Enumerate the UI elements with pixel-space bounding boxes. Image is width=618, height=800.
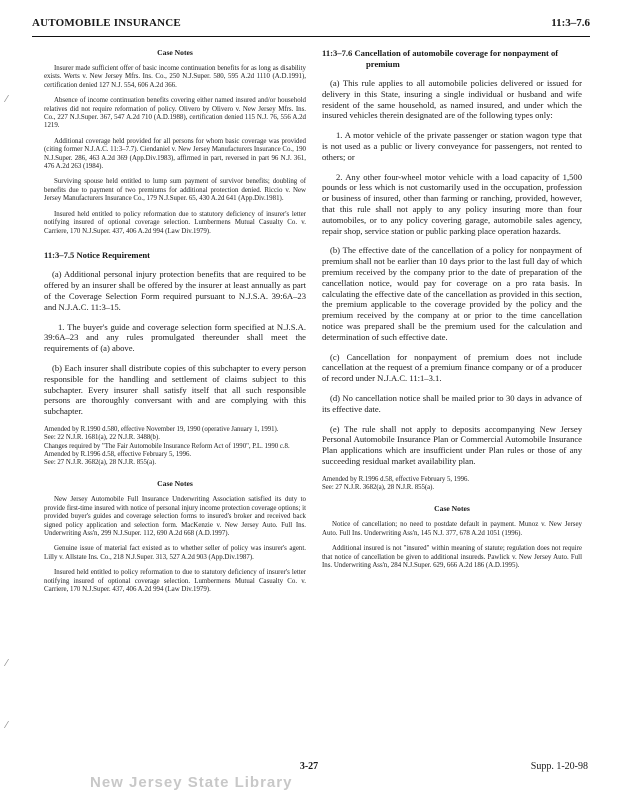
- library-watermark: New Jersey State Library: [90, 774, 293, 791]
- section-history: [44, 426, 306, 467]
- history-line: Changes required by "The Fair Automobile Insurance Reform Act of 1990", P.L. 1990 c.8.: [44, 442, 290, 450]
- case-note: Surviving spouse held entitled to lump sum payment of survivor benefits; doubling of benefits due to payment of two premiums for additional protection denied. Riccio v. New Jersey Manufacturers Insurance Co., 179 N.J.Super. 65, 430 A.2d 641 (App.Div.1981).: [44, 178, 306, 203]
- section-history: [322, 476, 582, 493]
- margin-check-mark: ⁄: [6, 720, 8, 731]
- header-section-number: 11:3–7.6: [551, 17, 590, 29]
- left-column: [44, 48, 306, 602]
- section-paragraph: (e) The rule shall not apply to deposits accompanying New Jersey Personal Automobile Insurance Plan or Commercial Automobile Insurance Plan applications which are insufficient under Plan rules or those of any succeeding residual market availability plan.: [322, 423, 582, 466]
- section-paragraph: (b) Each insurer shall distribute copies of this subchapter to every person responsible for the handling and settlement of claims subject to this subchapter. Every insurer shall satisfy itself that all such responsible persons are thoroughly conversant with and are complying with this subchapter.: [44, 362, 306, 417]
- case-note: New Jersey Automobile Full Insurance Underwriting Association satisfied its duty to provide first-time insured with notice of personal injury income protection coverage options; it provided buyer's guides and coverage selection forms to insured's broker and received back signed policy application and selection form. MacKenzie v. New Jersey Auto. Full Ins. Underwriting Ass'n, 299 N.J.Super. 112, 690 A.2d 668 (A.D.1997).: [44, 496, 306, 538]
- section-heading-7-5: 11:3–7.5 Notice Requirement: [44, 249, 151, 260]
- history-line: See: 27 N.J.R. 3682(a), 28 N.J.R. 855(a).: [44, 459, 157, 467]
- history-line: See: 27 N.J.R. 3682(a), 28 N.J.R. 855(a).: [322, 484, 435, 491]
- history-line: See: 22 N.J.R. 1681(a), 22 N.J.R. 3488(b).: [44, 434, 160, 442]
- history-line: Amended by R.1996 d.58, effective February 5, 1996.: [322, 475, 470, 483]
- history-line: Amended by R.1996 d.58, effective February 5, 1996.: [44, 450, 192, 458]
- case-note: Additional insured is not "insured" within meaning of statute; regulation does not require that notice of cancellation be given to additional insureds. Pawlick v. New Jersey Auto. Full Ins. Underwriting Ass'n, 284 N.J.Super. 629, 666 A.2d 186 (A.D.1995).: [322, 545, 582, 569]
- margin-check-mark: ⁄: [6, 658, 8, 669]
- section-paragraph: 1. A motor vehicle of the private passenger or station wagon type that is not used as a public or livery conveyance for passengers, not rented to others; or: [322, 130, 582, 162]
- page-number: 3-27: [299, 761, 319, 772]
- case-note: Additional coverage held provided for all persons for whom basic coverage was provided (citing former N.J.A.C. 11:3–7.7). Ciendaniel v. New Jersey Manufacturers Insurance Co., 190 N.J.Super. 286, 463 A.2d 369 (App.Div.1983), affirmed in part, reversed in part 96 N.J. 361, 476 A.2d 263 (1984).: [44, 137, 306, 171]
- section-paragraph: (c) Cancellation for nonpayment of premium does not include cancellation at the request of a premium finance company or of a producer of record under N.J.A.C. 11:1–3.1.: [322, 351, 582, 384]
- case-note: Insurer made sufficient offer of basic income continuation benefits for as long as disability exists. Werts v. New Jersey Mfrs. Ins. Co., 250 N.J.Super. 580, 595 A.2d 1110 (A.D.1991), certification denied 127 N.J. 554, 606 A.2d 366.: [44, 65, 306, 89]
- case-note: Absence of income continuation benefits covering either named insured and/or household relatives did not require reformation of policy. Olivero by Olivero v. New Jersey Mfrs. Ins. Co., 227 N.J.Super. 367, 547 A.2d 710 (A.D.1988), certification denied 115 N.J. 76, 556 A.2d 1219.: [44, 97, 306, 130]
- running-header: [32, 14, 590, 37]
- case-note: Genuine issue of material fact existed as to whether seller of policy was insurer's agent. Lilly v. Allstate Ins. Co., 218 N.J.Super. 313, 527 A.2d 903 (App.Div.1987).: [44, 545, 306, 561]
- margin-check-mark: ⁄: [6, 94, 8, 105]
- case-notes-title: Case Notes: [434, 504, 470, 514]
- supplement-date: Supp. 1-20-98: [530, 761, 588, 772]
- history-line: Amended by R.1990 d.580, effective November 19, 1990 (operative January 1, 1991).: [44, 425, 279, 433]
- header-title: AUTOMOBILE INSURANCE: [32, 17, 181, 29]
- right-column: [322, 48, 582, 577]
- section-paragraph: (a) This rule applies to all automobile policies delivered or issued for delivery in this State, insuring a single individual or husband and wife resident of the same household, as named insured, and under which the insured vehicles therein designated are of the following types only:: [322, 78, 582, 121]
- section-heading-7-6: 11:3–7.6 Cancellation of automobile coverage for nonpayment of premium: [322, 48, 559, 69]
- section-paragraph: (d) No cancellation notice shall be mailed prior to 30 days in advance of its effective date.: [322, 392, 582, 414]
- section-paragraph: 2. Any other four-wheel motor vehicle with a load capacity of 1,500 pounds or less which is not customarily used in the occupation, profession or business of insured, other than farming or ranching, provided, however, that this rule shall not apply to any policy insuring more than four automobiles, or to any policy covering garage, automobile sales agency, repair shop, service station or public parking place operation hazards.: [322, 171, 582, 236]
- section-paragraph: 1. The buyer's guide and coverage selection form specified at N.J.S.A. 39:6A–23 and any rules promulgated thereunder shall meet the requirements of (a) above.: [44, 321, 306, 354]
- case-note: Notice of cancellation; no need to postdate default in payment. Munoz v. New Jersey Auto. Full Ins. Underwriting Ass'n, 145 N.J. 377, 678 A.2d 1051 (1996).: [322, 521, 582, 537]
- case-notes-title: Case Notes: [157, 479, 193, 489]
- case-note: Insured held entitled to policy reformation to due to statutory deficiency of insurer's letter notifying insured of optional coverage selection. Lumbermens Mutual Casualty Co. v. Carriere, 170 N.J.Super. 437, 406 A.2d 994 (Law Div.1979).: [44, 569, 306, 594]
- case-notes-title: Case Notes: [157, 48, 193, 57]
- section-paragraph: (b) The effective date of the cancellation of a policy for nonpayment of premium shall not be earlier than 10 days prior to the last full day of which premium received by the company prior to the date of preparation of the cancellation notice, would pay for coverage on a pro rata basis. In calculating the effective date of the cancellation as provided in this section, the premium applicable to the coverage provided by the policy and the premium received by the company at or prior to the time cancellation notice was prepared shall be the premium used for the calculation and determination of such effective date.: [322, 245, 582, 342]
- case-note: Insured held entitled to policy reformation due to statutory deficiency of insurer's letter notifying insured of optional coverage selection. Lumbermens Mutual Casualty Co. v. Carriere, 170 N.J.Super. 437, 406 A.2d 994 (Law Div.1979).: [44, 210, 306, 235]
- section-paragraph: (a) Additional personal injury protection benefits that are required to be offered by an insurer shall be offered by the insurer at least annually as part of the Coverage Selection Form required pursuant to N.J.S.A. 39:6A–23 and N.J.A.C. 11:3–15.: [44, 269, 306, 312]
